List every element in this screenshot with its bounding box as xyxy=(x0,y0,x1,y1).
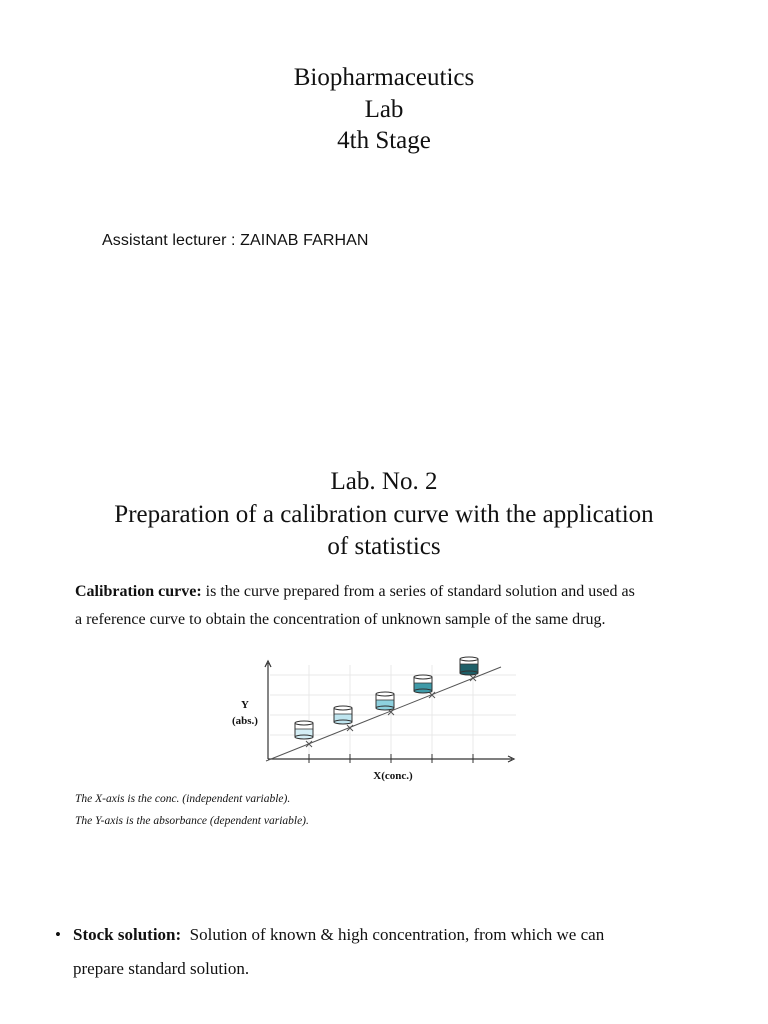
course-type: Lab xyxy=(364,95,404,123)
calibration-term: Calibration curve: xyxy=(75,583,202,600)
cuvette-5 xyxy=(460,657,478,675)
stock-solution-definition-1: Solution of known & high concentration, from which we can xyxy=(181,925,605,944)
lab-title-line-1: Preparation of a calibration curve with the application xyxy=(114,500,654,528)
course-name: Biopharmaceutics xyxy=(293,64,475,91)
figure-captions xyxy=(75,788,309,832)
y-axis-label: Y xyxy=(241,699,249,711)
stock-solution-definition-2: prepare standard solution. xyxy=(73,959,250,978)
calibration-definition-text-2: a reference curve to obtain the concentration of unknown sample of the same drug. xyxy=(75,611,606,628)
x-axis-caption: The X-axis is the conc. (independent variable). xyxy=(75,793,291,805)
lab-heading xyxy=(0,466,768,564)
stock-solution-term: Stock solution: xyxy=(73,925,182,944)
grid xyxy=(270,665,516,757)
x-axis-label: X(conc.) xyxy=(373,770,413,782)
calibration-definition xyxy=(75,578,715,634)
lab-number: Lab. No. 2 xyxy=(330,468,438,495)
lab-title-line-2: of statistics xyxy=(327,533,441,560)
course-stage: 4th Stage xyxy=(337,127,431,154)
document-title xyxy=(0,62,768,157)
cuvette-4 xyxy=(414,675,432,693)
calibration-curve-figure xyxy=(226,655,526,785)
calibration-line xyxy=(266,667,501,761)
y-axis-unit-label: (abs.) xyxy=(232,715,258,727)
lecturer-line: Assistant lecturer : ZAINAB FARHAN xyxy=(102,232,369,249)
cuvette-3 xyxy=(376,692,394,710)
bullet-point: • xyxy=(55,925,61,944)
cuvette-1 xyxy=(295,721,313,739)
calibration-definition-text-1: is the curve prepared from a series of standard solution and used as xyxy=(201,583,635,600)
stock-solution-item xyxy=(55,918,715,986)
cuvette-2 xyxy=(334,706,352,724)
y-axis-caption: The Y-axis is the absorbance (dependent variable). xyxy=(75,815,309,827)
